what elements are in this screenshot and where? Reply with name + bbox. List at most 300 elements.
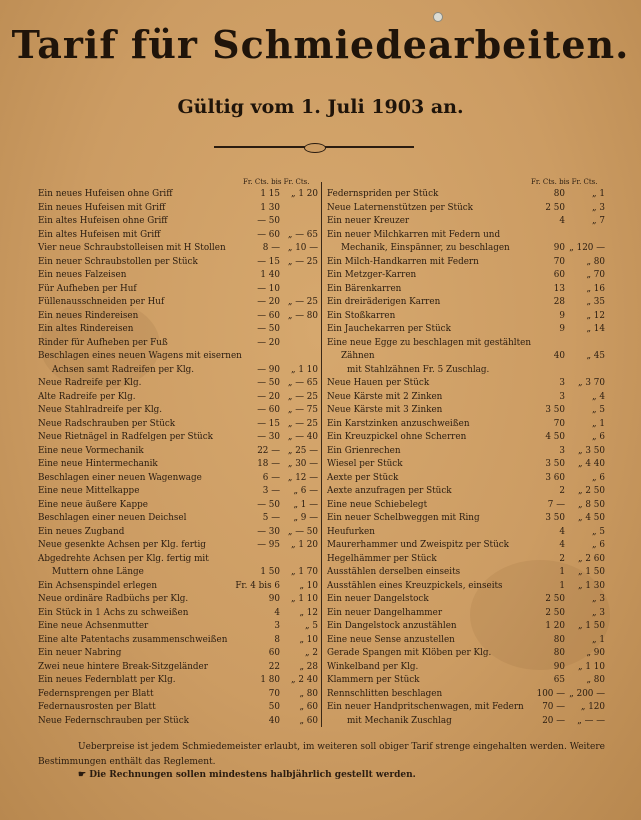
right-column-header: Fr. Cts. bis Fr. Cts. xyxy=(531,178,598,186)
price-row xyxy=(327,215,609,229)
item-description: Ein Metzger-Karren xyxy=(327,270,417,280)
price-from: 3 xyxy=(559,445,565,456)
price-from: 2 50 xyxy=(545,607,565,618)
price-row xyxy=(327,445,609,459)
column-divider xyxy=(321,182,322,727)
price-row xyxy=(38,593,320,607)
price-from: 3 — xyxy=(262,486,280,496)
item-description: Winkelband per Klg. xyxy=(327,661,419,672)
price-row xyxy=(327,337,609,351)
price-to: „ 80 xyxy=(586,256,605,267)
item-description: Füllenausschneiden per Huf xyxy=(38,297,165,307)
price-to: „ 60 xyxy=(299,715,318,726)
price-to: „ 80 xyxy=(586,675,605,685)
price-row xyxy=(327,350,609,364)
item-description: Beschlagen eines neuen Wagens mit eisernen xyxy=(38,351,242,361)
price-to: „ 8 50 xyxy=(578,499,605,510)
price-row xyxy=(38,202,320,216)
price-from: 70 xyxy=(268,688,280,699)
item-description: Ausstählen eines Kreuzpickels, einseits xyxy=(327,580,503,591)
price-to: „ — 50 xyxy=(287,526,318,537)
pointing-hand-icon: ☛ xyxy=(78,770,90,780)
price-from: 80 xyxy=(553,648,565,658)
price-from: 4 xyxy=(559,216,565,226)
item-description: Neue Federnschrauben per Stück xyxy=(38,715,189,726)
price-from: 1 xyxy=(559,567,565,577)
price-to: „ 1 10 xyxy=(291,594,318,604)
price-row xyxy=(38,580,320,594)
price-row xyxy=(38,674,320,688)
price-from: 3 xyxy=(274,621,280,631)
price-row xyxy=(327,647,609,661)
price-row xyxy=(327,499,609,513)
price-to: „ 90 xyxy=(586,648,605,658)
price-to: „ — 65 xyxy=(287,229,318,240)
price-from: 28 xyxy=(553,297,565,307)
price-row xyxy=(327,283,609,297)
item-description: Muttern ohne Länge xyxy=(52,567,144,577)
price-to: „ — 80 xyxy=(287,310,318,321)
price-row xyxy=(38,256,320,270)
price-row xyxy=(38,647,320,661)
price-to: „ — 25 xyxy=(287,418,318,429)
price-to: „ 45 xyxy=(586,351,605,361)
price-row xyxy=(327,256,609,270)
price-to: „ 2 50 xyxy=(578,486,605,496)
price-row xyxy=(38,350,320,364)
price-to: „ 6 — xyxy=(293,486,318,496)
price-from: 50 xyxy=(268,702,280,712)
price-to: „ 3 70 xyxy=(578,378,605,388)
item-description: Neue Kärste mit 2 Zinken xyxy=(327,391,443,402)
price-from: — 30 xyxy=(257,526,280,537)
price-to: „ 12 — xyxy=(287,472,318,483)
price-row xyxy=(327,391,609,405)
price-from: 40 xyxy=(268,715,280,726)
item-description: Ein neues Zugband xyxy=(38,526,125,537)
price-row xyxy=(327,661,609,675)
price-row xyxy=(38,323,320,337)
item-description: Für Aufheben per Huf xyxy=(38,283,137,294)
left-column-header: Fr. Cts. bis Fr. Cts. xyxy=(243,178,310,186)
item-description: Neue Hauen per Stück xyxy=(327,378,430,388)
price-to: „ 12 xyxy=(586,310,605,321)
price-row xyxy=(38,242,320,256)
price-from: 2 xyxy=(559,486,565,496)
price-to: „ 2 60 xyxy=(578,553,605,564)
price-to: „ — 40 xyxy=(287,432,318,442)
item-description: Neue Laternenstützen per Stück xyxy=(327,202,474,213)
price-from: 65 xyxy=(553,675,565,685)
price-row xyxy=(327,377,609,391)
item-description: Federnspriden per Stück xyxy=(327,189,439,199)
ornamental-rule xyxy=(214,146,414,148)
item-description: Ein neuer Schelbweggen mit Ring xyxy=(327,513,480,523)
price-from: — 50 xyxy=(257,378,280,388)
price-to: „ 1 30 xyxy=(578,580,605,591)
price-row xyxy=(38,364,320,378)
price-to: „ 80 xyxy=(299,688,318,699)
price-row xyxy=(38,526,320,540)
item-description: Rinder für Aufheben per Fuß xyxy=(38,337,168,348)
price-from: 90 xyxy=(553,661,565,672)
price-from: — 20 xyxy=(257,337,280,348)
price-to: „ 10 — xyxy=(287,243,318,253)
price-row xyxy=(38,283,320,297)
price-to: „ 1 xyxy=(592,418,605,429)
item-description: Ein altes Rindereisen xyxy=(38,324,134,334)
item-description: Aexte per Stück xyxy=(327,472,399,483)
price-row xyxy=(38,539,320,553)
price-to: „ 3 xyxy=(592,607,605,618)
item-description: Eine alte Patentachs zusammenschweißen xyxy=(38,634,228,645)
footer-billing-note xyxy=(78,770,416,780)
page-subtitle: Gültig vom 1. Juli 1903 an. xyxy=(177,96,464,118)
item-description: Ein Jauchekarren per Stück xyxy=(327,324,451,334)
price-row xyxy=(38,445,320,459)
price-to: „ 16 xyxy=(586,283,605,294)
item-description: Ein neuer Nabring xyxy=(38,648,122,658)
price-row xyxy=(327,553,609,567)
price-row xyxy=(327,620,609,634)
price-row xyxy=(327,431,609,445)
price-row xyxy=(327,418,609,432)
item-description: Ein altes Hufeisen ohne Griff xyxy=(38,216,168,226)
price-row xyxy=(327,296,609,310)
pin-icon xyxy=(433,12,443,22)
item-description: Maurerhammer und Zweispitz per Stück xyxy=(327,540,510,550)
price-to: „ — 25 xyxy=(287,297,318,307)
item-description: Abgedrehte Achsen per Klg. fertig mit xyxy=(38,553,209,564)
item-description: Ein Karstzinken anzuschweißen xyxy=(327,418,470,429)
price-from: 60 xyxy=(268,648,280,658)
price-to: „ 28 xyxy=(299,661,318,672)
item-description: Hegelhämmer per Stück xyxy=(327,553,437,564)
price-row xyxy=(38,485,320,499)
item-description: Neue Kärste mit 3 Zinken xyxy=(327,405,443,415)
item-description: Mechanik, Einspänner, zu beschlagen xyxy=(341,243,510,253)
price-from: 3 50 xyxy=(545,405,565,415)
price-from: 80 xyxy=(553,634,565,645)
price-from: 90 xyxy=(268,594,280,604)
price-row xyxy=(38,661,320,675)
price-from: 1 40 xyxy=(260,270,280,280)
price-to: „ 25 — xyxy=(287,445,318,456)
price-row xyxy=(327,269,609,283)
price-from: — 50 xyxy=(257,499,280,510)
price-to: „ 1 10 xyxy=(291,364,318,375)
price-from: — 20 xyxy=(257,391,280,402)
price-row xyxy=(38,431,320,445)
price-to: „ 4 50 xyxy=(578,513,605,523)
price-from: 4 xyxy=(559,526,565,537)
price-row xyxy=(327,364,609,378)
price-from: 4 xyxy=(274,607,280,618)
price-from: 6 — xyxy=(262,472,280,483)
price-to: „ 10 xyxy=(299,634,318,645)
item-description: Ein altes Hufeisen mit Griff xyxy=(38,229,161,240)
price-row xyxy=(38,269,320,283)
item-description: Neue gesenkte Achsen per Klg. fertig xyxy=(38,540,206,550)
price-from: 3 50 xyxy=(545,459,565,469)
item-description: Ein neuer Handpritschenwagen, mit Federn xyxy=(327,702,524,712)
item-description: Zwei neue hintere Break-Sitzgeländer xyxy=(38,661,208,672)
price-from: — 15 xyxy=(257,418,280,429)
price-row xyxy=(38,715,320,729)
item-description: Klammern per Stück xyxy=(327,675,420,685)
price-row xyxy=(38,620,320,634)
price-row xyxy=(38,688,320,702)
price-from: 5 — xyxy=(262,513,280,523)
price-from: — 50 xyxy=(257,324,280,334)
item-description: Ein Stück in 1 Achs zu schweißen xyxy=(38,607,189,618)
item-description: Ein neuer Schraubstollen per Stück xyxy=(38,256,198,267)
price-row xyxy=(327,715,609,729)
price-from: 40 xyxy=(553,351,565,361)
price-to: „ 1 xyxy=(592,634,605,645)
price-to: „ 3 xyxy=(592,594,605,604)
price-row xyxy=(327,242,609,256)
price-to: „ — — xyxy=(577,715,605,726)
price-to: „ 14 xyxy=(586,324,605,334)
price-row xyxy=(327,512,609,526)
price-row xyxy=(38,512,320,526)
price-to: „ 1 20 xyxy=(291,540,318,550)
price-from: 1 80 xyxy=(260,675,280,685)
price-to: „ 1 20 xyxy=(291,189,318,199)
price-row xyxy=(38,310,320,324)
price-to: „ 5 xyxy=(592,526,605,537)
price-from: 2 50 xyxy=(545,202,565,213)
price-from: 3 xyxy=(559,378,565,388)
price-row xyxy=(38,701,320,715)
price-row xyxy=(327,472,609,486)
item-description: Ein neuer Dangelhammer xyxy=(327,607,443,618)
item-description: Eine neue Schiebelegt xyxy=(327,499,428,510)
price-row xyxy=(38,634,320,648)
price-row xyxy=(327,526,609,540)
price-from: — 95 xyxy=(257,540,280,550)
price-to: „ 4 40 xyxy=(578,459,605,469)
right-price-list xyxy=(327,188,609,728)
price-from: — 60 xyxy=(257,229,280,240)
item-description: mit Mechanik Zuschlag xyxy=(347,715,452,726)
price-from: 3 xyxy=(559,391,565,402)
price-from: — 15 xyxy=(257,256,280,267)
price-to: „ 1 xyxy=(592,189,605,199)
price-from: 20 — xyxy=(542,715,565,726)
price-from: 1 20 xyxy=(545,621,565,631)
price-from: 80 xyxy=(553,189,565,199)
price-row xyxy=(327,634,609,648)
price-row xyxy=(327,607,609,621)
price-row xyxy=(327,674,609,688)
price-row xyxy=(38,566,320,580)
price-row xyxy=(38,337,320,351)
price-to: „ 6 xyxy=(592,432,605,442)
price-from: — 60 xyxy=(257,310,280,321)
price-from: 90 xyxy=(553,243,565,253)
footer-note: Ueberpreise ist jedem Schmiedemeister erlaubt, im weiteren soll obiger Tarif strenge eingehalten werden. Weitere Bestimmungen enthält das Reglement. xyxy=(38,742,605,767)
price-from: 9 xyxy=(559,310,565,321)
price-row xyxy=(327,593,609,607)
item-description: Neue Stahlradreife per Klg. xyxy=(38,405,163,415)
item-description: Beschlagen einer neuen Deichsel xyxy=(38,513,187,523)
price-to: „ 9 — xyxy=(293,513,318,523)
price-to: „ 10 xyxy=(299,580,318,591)
item-description: Eine neue Hintermechanik xyxy=(38,459,158,469)
price-from: — 60 xyxy=(257,405,280,415)
item-description: Aexte anzufragen per Stück xyxy=(327,486,452,496)
item-description: Ein Bärenkarren xyxy=(327,283,402,294)
price-to: „ 1 10 xyxy=(578,661,605,672)
item-description: Ein neues Rindereisen xyxy=(38,310,139,321)
item-description: Gerade Spangen mit Klöben per Klg. xyxy=(327,648,492,658)
item-description: Ein Achsenspindel erlegen xyxy=(38,580,158,591)
price-from: 13 xyxy=(553,283,565,294)
item-description: Alte Radreife per Klg. xyxy=(38,391,136,402)
price-to: „ — 75 xyxy=(287,405,318,415)
price-to: „ — 25 xyxy=(287,256,318,267)
price-row xyxy=(38,553,320,567)
item-description: Zähnen xyxy=(341,351,375,361)
page-title: Tarif für Schmiedearbeiten. xyxy=(11,22,630,67)
price-to: „ 2 xyxy=(305,648,318,658)
price-to: „ 200 — xyxy=(569,688,605,699)
price-from: 9 xyxy=(559,324,565,334)
price-from: — 10 xyxy=(257,283,280,294)
price-row xyxy=(327,485,609,499)
price-row xyxy=(327,688,609,702)
item-description: Rennschlitten beschlagen xyxy=(327,688,443,699)
price-row xyxy=(38,377,320,391)
item-description: Federnsprengen per Blatt xyxy=(38,688,154,699)
price-to: „ 2 40 xyxy=(291,675,318,685)
price-row xyxy=(327,458,609,472)
price-from: 18 — xyxy=(257,459,280,469)
price-to: „ 35 xyxy=(586,297,605,307)
price-to: „ — 25 xyxy=(287,391,318,402)
item-description: Ein neues Hufeisen ohne Griff xyxy=(38,189,173,199)
item-description: Ein neuer Kreuzer xyxy=(327,216,410,226)
price-to: „ 4 xyxy=(592,391,605,402)
price-from: 70 — xyxy=(542,702,565,712)
price-to: „ 1 70 xyxy=(291,567,318,577)
price-row xyxy=(38,188,320,202)
price-to: „ 7 xyxy=(592,216,605,226)
item-description: Achsen samt Radreifen per Klg. xyxy=(52,364,195,375)
left-price-list xyxy=(38,188,320,728)
item-description: Neue Radreife per Klg. xyxy=(38,378,142,388)
price-from: 7 — xyxy=(547,499,565,510)
item-description: Ein Milch-Handkarren mit Federn xyxy=(327,256,479,267)
price-from: 1 xyxy=(559,580,565,591)
price-from: — 90 xyxy=(257,364,280,375)
item-description: Ausstählen derselben einseits xyxy=(327,567,461,577)
item-description: Ein neues Federnblatt per Klg. xyxy=(38,675,176,685)
price-to: „ 120 — xyxy=(569,243,605,253)
item-description: Ein neues Falzeisen xyxy=(38,270,127,280)
item-description: Eine neue äußere Kappe xyxy=(38,499,148,510)
price-from: 1 30 xyxy=(260,202,280,213)
price-from: 4 50 xyxy=(545,432,565,442)
price-from: 3 50 xyxy=(545,513,565,523)
price-row xyxy=(327,580,609,594)
item-description: Ein neuer Milchkarren mit Federn und xyxy=(327,229,501,240)
item-description: Federnausrosten per Blatt xyxy=(38,702,156,712)
item-description: Ein Stoßkarren xyxy=(327,310,396,321)
price-to: „ 1 50 xyxy=(578,621,605,631)
price-row xyxy=(38,404,320,418)
price-to: „ 12 xyxy=(299,607,318,618)
price-from: 2 xyxy=(559,553,565,564)
price-row xyxy=(327,229,609,243)
price-from: Fr. 4 bis 6 xyxy=(235,580,280,591)
price-from: 8 xyxy=(274,634,280,645)
price-row xyxy=(327,323,609,337)
price-row xyxy=(327,539,609,553)
price-from: 3 60 xyxy=(545,472,565,483)
item-description: Eine neue Achsenmutter xyxy=(38,621,149,631)
price-from: 22 xyxy=(268,661,280,672)
price-to: „ 6 xyxy=(592,472,605,483)
item-description: Ein Grienrechen xyxy=(327,445,401,456)
price-row xyxy=(327,701,609,715)
item-description: Eine neue Vormechanik xyxy=(38,445,144,456)
price-from: 60 xyxy=(553,270,565,280)
price-from: 2 50 xyxy=(545,594,565,604)
footer-billing-text: Die Rechnungen sollen mindestens halbjährlich gestellt werden. xyxy=(89,770,416,780)
price-row xyxy=(38,391,320,405)
price-row xyxy=(327,188,609,202)
price-from: 70 xyxy=(553,418,565,429)
item-description: Eine neue Mittelkappe xyxy=(38,486,140,496)
price-to: „ 3 50 xyxy=(578,445,605,456)
price-from: 4 xyxy=(559,540,565,550)
price-row xyxy=(38,472,320,486)
item-description: Ein Kreuzpickel ohne Scherren xyxy=(327,432,467,442)
price-row xyxy=(38,229,320,243)
price-row xyxy=(38,296,320,310)
item-description: Beschlagen einer neuen Wagenwage xyxy=(38,472,202,483)
price-from: 100 — xyxy=(536,688,565,699)
price-to: „ — 65 xyxy=(287,378,318,388)
item-description: Ein Dangelstock anzustählen xyxy=(327,621,457,631)
price-from: 1 15 xyxy=(260,189,280,199)
item-description: Wiesel per Stück xyxy=(327,459,403,469)
price-to: „ 1 — xyxy=(293,499,318,510)
price-from: 8 — xyxy=(262,243,280,253)
item-description: mit Stahlzähnen Fr. 5 Zuschlag. xyxy=(347,364,490,375)
price-to: „ 5 xyxy=(305,621,318,631)
price-row xyxy=(38,499,320,513)
price-to: „ 120 xyxy=(580,702,605,712)
price-to: „ 3 xyxy=(592,202,605,213)
price-to: „ 5 xyxy=(592,405,605,415)
price-to: „ 30 — xyxy=(287,459,318,469)
price-row xyxy=(327,310,609,324)
item-description: Eine neue Sense anzustellen xyxy=(327,634,455,645)
item-description: Ein neuer Dangelstock xyxy=(327,594,429,604)
price-from: 1 50 xyxy=(260,567,280,577)
price-row xyxy=(38,458,320,472)
item-description: Vier neue Schraubstolleisen mit H Stollen xyxy=(38,243,226,253)
item-description: Neue Rietnägel in Radfelgen per Stück xyxy=(38,432,213,442)
price-row xyxy=(38,607,320,621)
price-to: „ 60 xyxy=(299,702,318,712)
price-row xyxy=(38,418,320,432)
price-row xyxy=(327,404,609,418)
